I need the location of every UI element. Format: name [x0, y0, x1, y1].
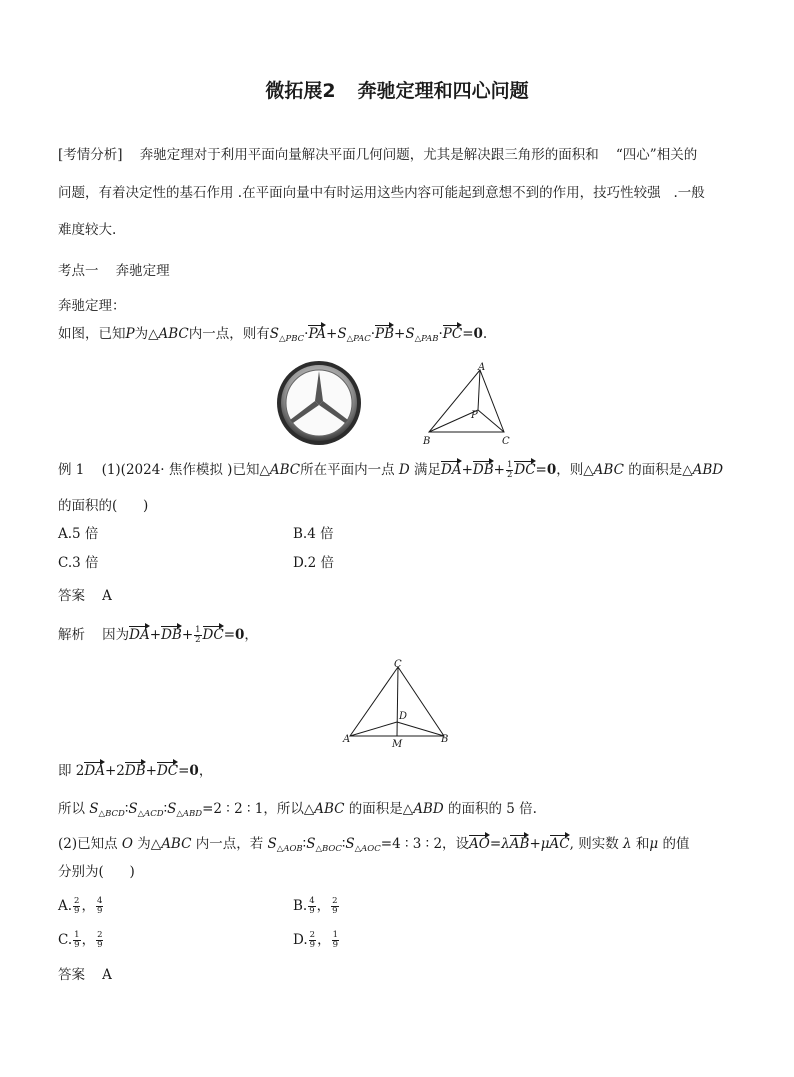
- area-symbol: S: [345, 836, 355, 852]
- frac-den: 9: [309, 940, 316, 950]
- vector-da: DA: [84, 763, 105, 779]
- separator: ，: [81, 898, 95, 914]
- label-c: C: [394, 659, 402, 670]
- frac-num: 2: [309, 930, 316, 940]
- example1-part5: 的面积是△: [628, 462, 693, 478]
- area-sub-pab: △PAB: [414, 334, 439, 344]
- example1-line2-end: ): [143, 498, 149, 514]
- example1-tri2: ABC: [593, 462, 624, 478]
- answer-value: A: [102, 967, 112, 983]
- frac-num: 1: [506, 460, 513, 470]
- analysis-line-2: 即 2DA+2DB+DC=0，: [58, 763, 213, 779]
- example-label: 例 1: [58, 462, 85, 478]
- area-sub-acd: △ACD: [137, 809, 164, 819]
- option-letter: C.: [58, 932, 73, 948]
- vector-ab: AB: [509, 836, 530, 852]
- example1-part1: (1)(2024· 焦作模拟 )已知△: [101, 462, 270, 478]
- label-a: A: [343, 734, 351, 745]
- frac-den: 2: [195, 635, 201, 645]
- example1-part3: 满足: [414, 462, 442, 478]
- theorem-mid: 为△: [134, 326, 159, 342]
- vector-pb: PB: [375, 326, 395, 342]
- part2-and: 和: [635, 836, 650, 852]
- analysis-two: +2: [104, 763, 125, 779]
- option-c[interactable]: C.3 倍: [58, 555, 99, 571]
- zero-vector: 0: [473, 326, 483, 342]
- vector-da: DA: [441, 462, 462, 478]
- part2-option-a[interactable]: [58, 897, 104, 916]
- area-sub-bcd: △BCD: [98, 809, 125, 819]
- vector-ao: AO: [469, 836, 490, 852]
- intro-text-1: 奔驰定理对于利用平面向量解决平面几何问题，尤其是解决跟三角形的面积和: [139, 147, 599, 163]
- label-p: P: [471, 410, 478, 421]
- vector-da: DA: [129, 627, 150, 643]
- part2-ratio: =4 ∶ 3 ∶ 2，设: [380, 836, 470, 852]
- option-letter: B.: [293, 898, 308, 914]
- example1-tri: ABC: [269, 462, 301, 478]
- analysis-then: 即 2: [58, 763, 85, 779]
- theorem-lead: 如图，已知: [58, 326, 126, 342]
- option-d[interactable]: D.2 倍: [293, 555, 335, 571]
- fraction: [73, 897, 80, 916]
- part2-lead: (2)已知点: [58, 836, 118, 852]
- zero-vector: 0: [189, 763, 199, 779]
- fraction: [73, 931, 80, 950]
- part2-point: O: [121, 836, 133, 852]
- area-symbol: S: [269, 326, 279, 342]
- theorem-heading-text: 奔驰定理：: [58, 298, 126, 314]
- example1-line2: 的面积的(: [58, 498, 118, 514]
- intro-text-3: 难度较大.: [58, 222, 117, 238]
- part2-line2: 分别为(: [58, 864, 104, 880]
- mercedes-logo: [274, 358, 364, 448]
- area-sub-boc: △BOC: [315, 844, 342, 854]
- vector-dc: DC: [514, 462, 536, 478]
- part2-question: (2)已知点 O 为△ABC 内一点，若 $S_{\triangle AOB}∶S_{\triangle BOC}∶S_{\triangle AOC}=4$ ∶ 3 ∶ 2，设AO=λAB+μAC, 则实数 λ 和μ 的值: [58, 836, 690, 854]
- part2-question-line2: [58, 863, 135, 881]
- fraction: [308, 897, 315, 916]
- theorem-heading: [58, 297, 126, 315]
- example1-question-line2: [58, 497, 148, 515]
- section-heading: [58, 262, 170, 280]
- frac-num: 1: [195, 625, 201, 635]
- analysis-tail1: 的面积是△: [348, 801, 414, 817]
- frac-den: 9: [97, 940, 103, 950]
- frac-den: 9: [332, 940, 338, 950]
- zero-vector: 0: [235, 627, 245, 643]
- part2-mid: 为△: [137, 836, 162, 852]
- mu: μ: [540, 836, 550, 852]
- answer-label: 答案: [58, 588, 85, 604]
- frac-num: 4: [309, 896, 315, 906]
- lambda: λ: [501, 836, 510, 852]
- frac-num: 1: [74, 930, 80, 940]
- separator: ，: [317, 932, 331, 948]
- intro-quote: “四心”相关的: [615, 147, 698, 163]
- intro-text-2: 问题，有着决定性的基石作用 .在平面向量中有时运用这些内容可能起到意想不到的作用，技巧性较强: [58, 185, 661, 201]
- area-sub-pbc: △PBC: [278, 334, 305, 344]
- vector-pa: PA: [308, 326, 327, 342]
- analysis-label: 解析: [58, 627, 85, 643]
- option-a[interactable]: A.5 倍: [58, 526, 99, 542]
- zero-vector: 0: [546, 462, 557, 478]
- analysis-tail2: 的面积的 5 倍.: [447, 801, 537, 817]
- analysis-so: 所以: [58, 801, 85, 817]
- answer-label: 答案: [58, 967, 85, 983]
- intro-text-2-end: .一般: [673, 185, 705, 201]
- fraction: [332, 931, 339, 950]
- mu: μ: [649, 836, 659, 852]
- example1-part2: 所在平面内一点: [300, 462, 395, 478]
- example1-tri3: ABD: [692, 462, 724, 478]
- theorem-mid2: 内一点，则有: [188, 326, 270, 342]
- analysis-line-1: 解析 因为DA+DB+ $\frac{1}{2}$ DC=0，: [58, 625, 258, 645]
- example1-point: D: [398, 462, 410, 478]
- area-symbol: S: [89, 801, 99, 817]
- frac-den: 9: [309, 906, 315, 916]
- option-b[interactable]: B.4 倍: [293, 526, 334, 542]
- part2-option-c[interactable]: [58, 931, 104, 950]
- area-sub-aob: △AOB: [276, 844, 303, 854]
- vector-db: DB: [472, 462, 494, 478]
- area-symbol: S: [128, 801, 138, 817]
- frac-den: 9: [74, 940, 80, 950]
- theorem-statement: 如图，已知P为△ABC内一点，则有$S_{\triangle PBC}\cdot PA+S_{\triangle PAC}\cdot PB+S_{\triangle PAB}\cdot PC=0$.: [58, 326, 488, 344]
- frac-den: 9: [74, 906, 80, 916]
- example1-part4: ，则△: [556, 462, 594, 478]
- intro-line-1: [58, 146, 697, 164]
- section-label: 考点一: [58, 263, 99, 279]
- label-a: A: [478, 362, 486, 373]
- vector-ac: AC: [549, 836, 570, 852]
- theorem-point: P: [125, 326, 135, 342]
- analysis-ratio: =2 ∶ 2 ∶ 1，所以△: [202, 801, 315, 817]
- frac-num: 2: [74, 896, 80, 906]
- comma: ，: [244, 627, 258, 643]
- vector-pc: PC: [442, 326, 463, 342]
- intro-tag: [考情分析]: [58, 147, 123, 163]
- part2-line2-end: ): [129, 864, 135, 880]
- label-b: B: [441, 734, 449, 745]
- area-symbol: S: [405, 326, 415, 342]
- analysis-tri2: ABD: [413, 801, 444, 817]
- part2-tail2: 的值: [662, 836, 690, 852]
- fraction: [96, 897, 103, 916]
- area-symbol: S: [337, 326, 347, 342]
- analysis-line-3: 所以 $S_{\triangle BCD}∶S_{\triangle ACD}∶S_{\triangle ABD}=2$ ∶ 2 ∶ 1，所以△ABC 的面积是△ABD 的面积的 5 倍.: [58, 801, 537, 819]
- label-c: C: [502, 436, 510, 447]
- intro-line-3: [58, 221, 116, 239]
- area-sub-pac: △PAC: [346, 334, 371, 344]
- area-symbol: S: [306, 836, 316, 852]
- vector-dc: DC: [156, 763, 179, 779]
- area-sub-aoc: △AOC: [354, 844, 381, 854]
- frac-num: 1: [332, 930, 338, 940]
- title-main: 奔驰定理和四心问题: [357, 80, 529, 102]
- part2-answer: [58, 966, 112, 984]
- page-title: [0, 76, 794, 103]
- fraction: [331, 897, 338, 916]
- area-symbol: S: [267, 836, 277, 852]
- part2-mid2: 内一点，若: [195, 836, 264, 852]
- label-m: M: [392, 739, 403, 748]
- example1-question: 例 1 (1)(2024· 焦作模拟 )已知△ABC所在平面内一点 D 满足DA+DB+ $\frac{1}{2}$ DC=0，则△ABC 的面积是△ABD: [58, 460, 724, 480]
- label-d: D: [399, 711, 408, 722]
- vector-db: DB: [124, 763, 146, 779]
- analysis-tri: ABC: [314, 801, 345, 817]
- label-b: B: [423, 436, 431, 447]
- vector-dc: DC: [202, 627, 224, 643]
- answer-value: A: [102, 588, 112, 604]
- figure-triangle-abc-p: [416, 360, 526, 448]
- fraction-half: [194, 626, 201, 645]
- option-letter: D.: [293, 932, 308, 948]
- analysis-because: 因为: [102, 627, 130, 643]
- figure-triangle-abc-d: [340, 656, 456, 748]
- title-prefix: 微拓展: [265, 80, 323, 102]
- part2-tri: ABC: [161, 836, 192, 852]
- theorem-triangle: ABC: [158, 326, 189, 342]
- fraction-half: [506, 461, 513, 480]
- part2-tail: , 则实数: [569, 836, 619, 852]
- comma: ，: [198, 763, 213, 779]
- lambda: λ: [623, 836, 632, 852]
- vector-db: DB: [161, 627, 182, 643]
- section-name: 奔驰定理: [115, 263, 170, 279]
- example1-answer: [58, 587, 112, 605]
- separator: ，: [316, 898, 331, 914]
- frac-num: 2: [97, 930, 103, 940]
- frac-den: 9: [332, 906, 338, 916]
- separator: ，: [81, 932, 96, 948]
- part2-option-d[interactable]: [293, 931, 340, 950]
- frac-num: 4: [96, 896, 103, 906]
- fraction: [309, 931, 316, 950]
- fraction: [96, 931, 103, 950]
- frac-num: 2: [332, 896, 338, 906]
- area-sub-abd: △ABD: [176, 809, 203, 819]
- title-number: 2: [322, 80, 336, 102]
- frac-den: 9: [96, 906, 103, 916]
- intro-line-2: [58, 184, 705, 202]
- frac-den: 2: [506, 470, 513, 480]
- area-symbol: S: [167, 801, 177, 817]
- option-letter: A.: [58, 898, 73, 914]
- part2-option-b[interactable]: [293, 897, 340, 916]
